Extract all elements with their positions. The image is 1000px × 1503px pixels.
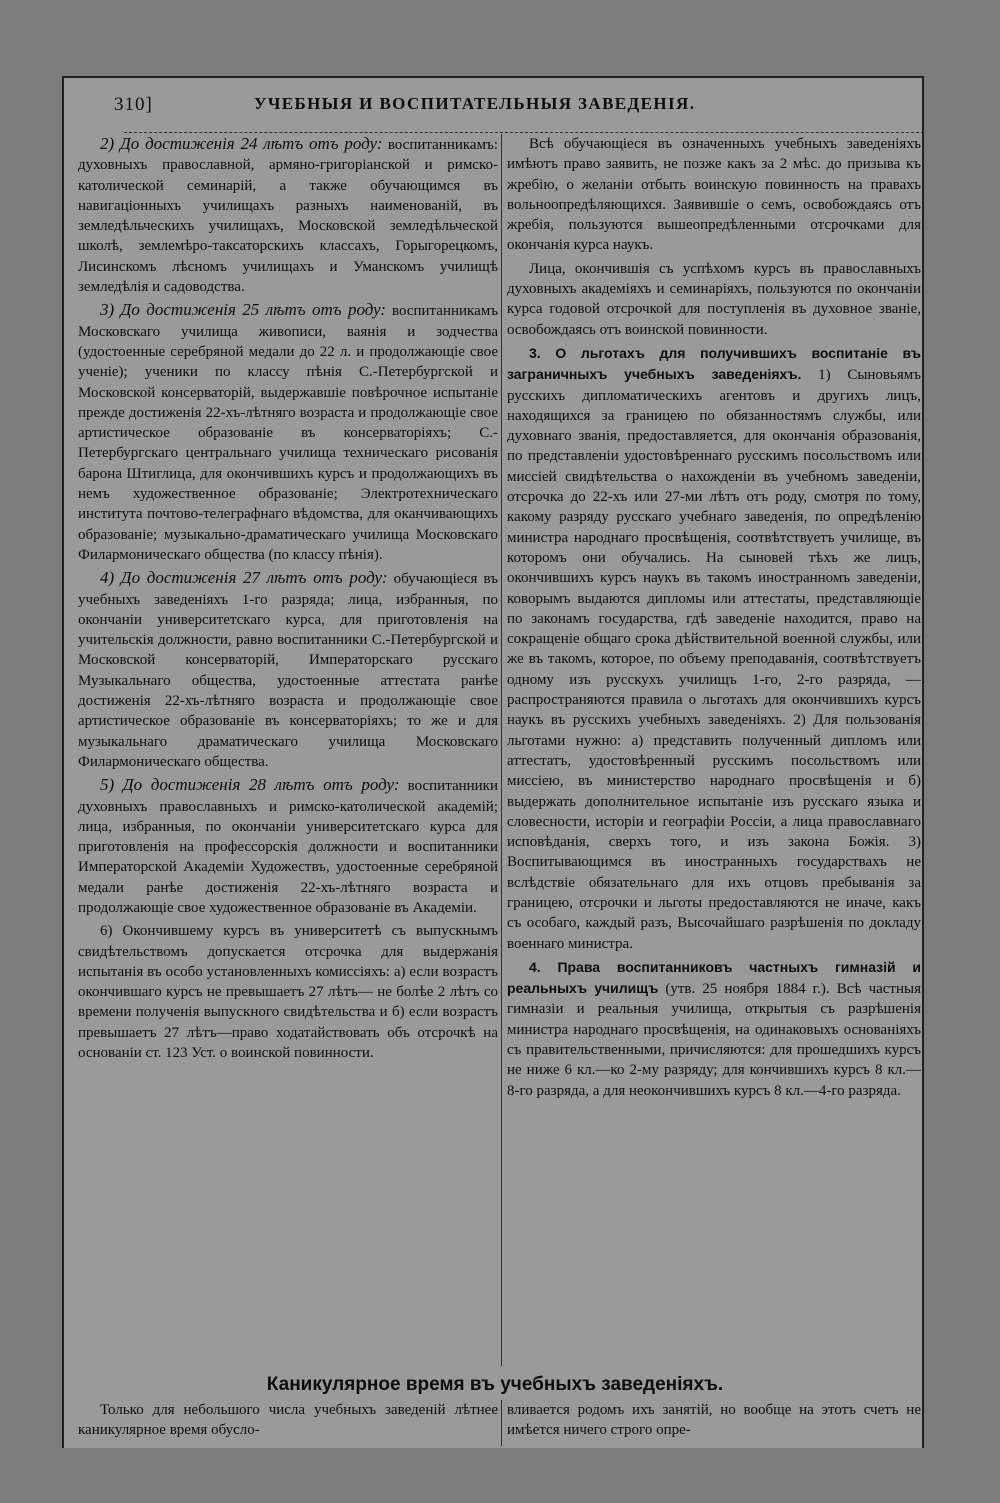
paragraph-5 (78, 775, 498, 918)
right-paragraph-2: Лица, окончившія съ успѣхомъ курсъ въ православныхъ духовныхъ академіяхъ и семинаріяхъ, пользуются по окончаніи курса годовой отсрочкой для поступленія въ духовное званіе, освобождаясь отъ воинской повинности. (507, 260, 921, 338)
paragraph-2 (78, 134, 498, 297)
section-4-body: (утв. 25 ноября 1884 г.). Всѣ частныя гимназіи и реальныя училища, открытыя съ разрѣшенія министра народнаго просвѣщенія, на одинаковыхъ основаніяхъ съ правительственными, причисляются: для прошедшихъ курсъ не ниже 6 кл.—ко 2-му разряду; для кончившихъ курсъ 8 кл.—8-го разряда, а для неокончившихъ курсъ 8 кл.—4-го разряда. (507, 981, 921, 1099)
page-header (114, 92, 924, 118)
paragraph-2-heading: 2) До достиженія 24 лѣтъ отъ роду: (100, 134, 383, 153)
section-right-text (507, 1400, 921, 1440)
paragraph-3-body: воспитанникамъ Московскаго училища живописи, ваянія и зодчества (удостоенные серебряной медали до 22 л. и продолжающіе свое ученіе); ученики по классу пѣнія С.-Петербургской и Московской консерваторій, выдержавшіе повѣрочное испытаніе прежде достиженія 22-хъ-лѣтняго возраста и продолжающіе свое артистическое образованіе въ консерваторіяхъ; С.-Петербургскаго центральнаго училища техническаго рисованія барона Штиглица, для окончившихъ курсъ и продолжающихъ въ немъ художественное образованіе; Электротехническаго института почтово-телеграфнаго вѣдомства, для оканчивающихъ образованіе; музыкально-драматическаго училища Московскаго Филармоническаго общества (по классу пѣнія). (78, 303, 498, 563)
header-rule (124, 132, 924, 133)
paragraph-4 (78, 568, 498, 772)
section-4 (507, 957, 921, 1101)
section-columns (64, 1400, 926, 1446)
paragraph-4-body: обучающіеся въ учебныхъ заведеніяхъ 1-го разряда; лица, избранныя, по окончаніи университетскаго курса, для приготовленія на учительскія должности, равно воспитанники С.-Петербургской и Московской консерваторій, Императорскаго русскаго Музыкальнаго общества, удостоенные аттестата ранѣе достиженія 22-хъ-лѣтняго возраста и продолжающіе свое артистическое образованіе въ консерваторіяхъ; то же и для музыкальнаго драматическаго училища Московскаго Филармоническаго общества. (78, 571, 498, 770)
running-title: УЧЕБНЫЯ И ВОСПИТАТЕЛЬНЫЯ ЗАВЕДЕНІЯ. (254, 94, 696, 113)
section-title: Каникулярное время въ учебныхъ заведеніяхъ. (266, 1374, 724, 1395)
section-left-text (78, 1400, 498, 1440)
section-3-body: 1) Сыновьямъ русскихъ дипломатическихъ агентовъ и другихъ лицъ, находящихся за границею по обязанностямъ службы, или духовнаго званія, предоставляется, для окончанія образованія, по представленіи удостовѣреннаго русскимъ посольствомъ или миссіей свидѣтельства о нахожденіи въ учебномъ заведеніи, отсрочка до 22-хъ или 27-ми лѣтъ отъ роду, смотря по тому, какому разряду русскаго учебнаго заведенія, по опредѣленію министра народнаго просвѣщенія, соотвѣтствуетъ училище, въ которомъ они обучались. На сыновей тѣхъ же лицъ, окончившихъ курсъ наукъ въ такомъ иностранномъ заведеніи, коворымъ выдаются дипломы или аттестаты, представляющіе по законамъ государства, гдѣ заведеніе находится, право на сокращеніе общаго срока дѣйствительной военной службы, или же въ такомъ, которое, по объему преподаванія, соотвѣтствуетъ одному изъ русскухъ училищъ 1-го, 2-го разряда, — распространяются правила о льготахъ для окончившихъ курсъ наукъ въ русскихъ учебныхъ заведеніяхъ. 2) Для пользованія льготами нужно: а) представить полученный дипломъ или аттестатъ, удостовѣренный русскимъ посольствомъ или миссіею, въ министерство народнаго просвѣщенія и б) выдержать дополнительное испытаніе изъ русскаго языка и словесности, исторіи и географіи Россіи, а лица православнаго исповѣданія, сверхъ того, и изъ закона Божія. 3) Воспитывающимся въ иностранныхъ государствахъ не вслѣдствіе обязательнаго для ихъ отцовъ пребыванія за границею, отсрочки и льготы предоставляются не иначе, какъ съ особаго, каждый разъ, Высочайшаго разрѣшенія по докладу военнаго министра. (507, 367, 922, 952)
right-paragraph-1: Всѣ обучающіеся въ означенныхъ учебныхъ заведеніяхъ имѣютъ право заявить, не позже какъ за 2 мѣс. до призыва къ жребію, о желаніи отбыть воинскую повинность на правахъ вольноопредѣляющихся. Заявившіе о семъ, освобождаясь отъ жребія, пользуются вышеопредѣленными отсрочками для окончанія курса наукъ. (507, 136, 921, 254)
section-3 (507, 343, 921, 954)
paragraph-3-heading: 3) До достиженія 25 лѣтъ отъ роду: (100, 300, 387, 320)
paragraph-6: 6) Окончившему курсъ въ университетѣ съ выпускнымъ свидѣтельствомъ допускается отсрочка для выдержанія испытанія въ особо установленныхъ комиссіяхъ: а) если возрастъ окончившаго курсъ не превышаетъ 27 лѣтъ— не болѣе 2 лѣтъ со времени полученія выпускного свидѣтельства и б) если возрастъ превышаетъ 27 лѣтъ—право ходатайствовать объ отсрочкѣ на основаніи ст. 123 Уст. о воинской повинности. (78, 923, 498, 1062)
section-column-divider (501, 1400, 502, 1446)
page-number: 310] (114, 94, 153, 115)
column-divider (501, 134, 502, 1366)
paragraph-2-body: воспитанникамъ: духовныхъ православной, армяно-григоріанской и римско-католической семинарій, а также обучающимся въ навигаціонныхъ училищахъ разныхъ наименованій, въ земледѣльческихъ училищахъ, Московской земледѣльческой школѣ, землемѣро-таксаторскихъ классахъ, Горыгорецкомъ, Лисинскомъ лѣсномъ училищахъ и Уманскомъ училищѣ земледѣлія и садоводства. (78, 137, 499, 296)
document-page (62, 76, 924, 1448)
section-left-paragraph: Только для небольшого числа учебныхъ заведеній лѣтнее каникулярное время обусло- (78, 1402, 498, 1438)
paragraph-5-body: воспитанники духовныхъ православныхъ и римско-католической академій; лица, избранныя, по окончаніи университетскаго курса для приготовленія на профессорскія должности и воспитанники Императорской Академіи Художествъ, удостоенные серебряной медали ранѣе достиженія 22-хъ-лѣтняго возраста и продолжающіе свое художественное образованіе въ Академіи. (78, 778, 498, 916)
section-3-heading: 3. О льготахъ для получившихъ воспитаніе въ заграничныхъ учебныхъ заведеніяхъ. (507, 344, 921, 383)
section-right-paragraph: вливается родомъ ихъ занятій, но вообще на этотъ счетъ не имѣется ничего строго опре- (507, 1402, 921, 1438)
right-column (507, 134, 921, 1104)
paragraph-3 (78, 300, 498, 565)
section-4-heading: 4. Права воспитанниковъ частныхъ гимназій и реальныхъ училищъ (507, 958, 921, 997)
paragraph-5-heading: 5) До достиженія 28 лѣтъ отъ роду: (100, 775, 400, 795)
paragraph-4-heading: 4) До достиженія 27 лѣтъ отъ роду: (100, 568, 388, 588)
left-column (78, 134, 498, 1066)
